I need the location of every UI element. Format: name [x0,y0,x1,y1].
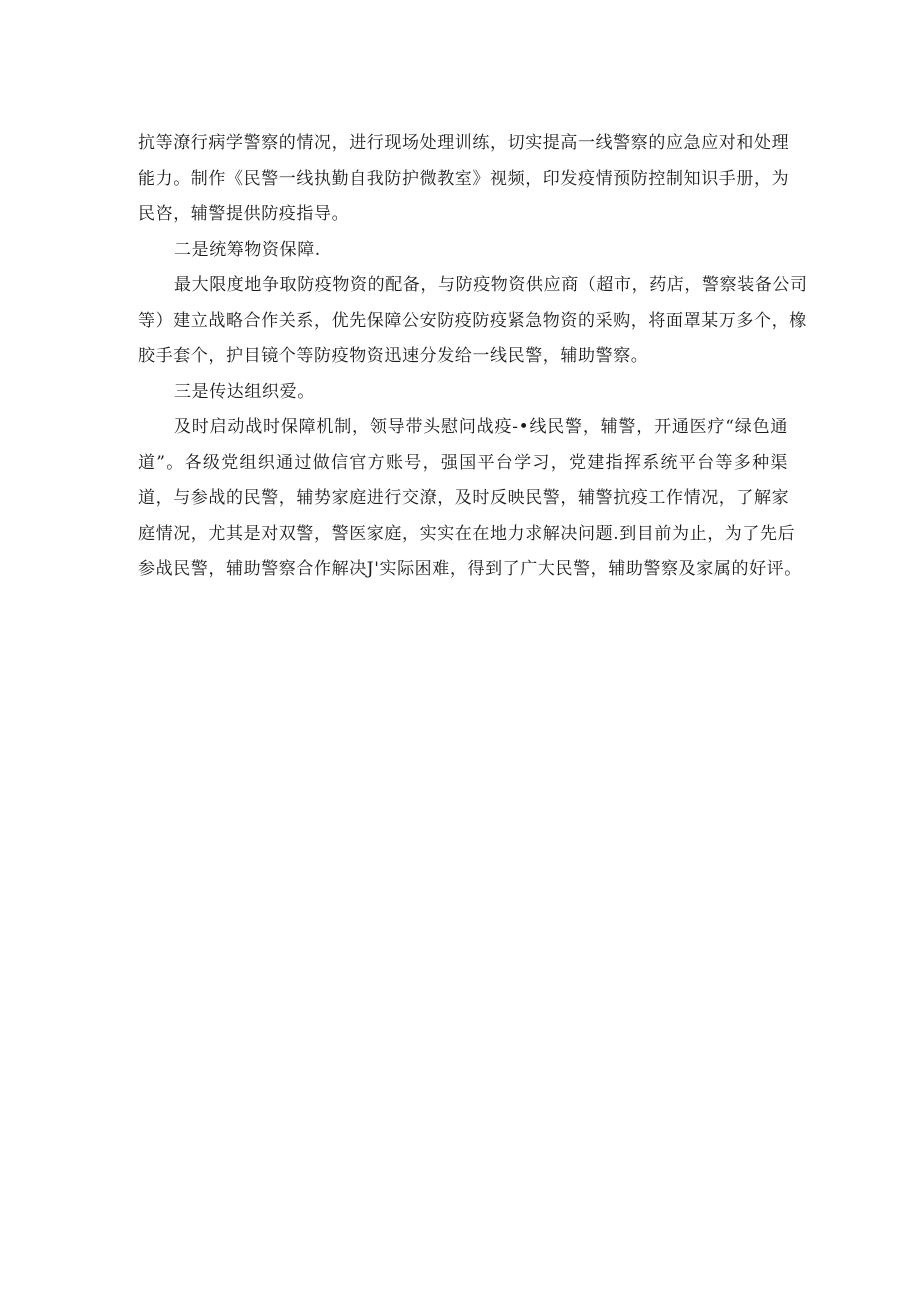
text-line: 道，与参战的民警，辅势家庭进行交潦，及时反映民警，辅警抗疫工作情况，了解家 [138,488,790,508]
text-line: 三是传达组织爱。 [174,381,315,402]
text-line: 及时启动战时保障机制，领导带头慰问战疫-•线民警，辅警，开通医疗“绿色通 [174,417,788,437]
text-line: 参战民警，辅助警察合作解决J'实际困难，得到了广大民警，辅助警察及家属的好评。 [138,559,802,579]
text-line: 胶手套个，护目镜个等防疫物资迅速分发给一线民警，辅助警察。 [138,346,649,366]
text-line: 最大限度地争取防疫物资的配备，与防疫物资供应商（超市，药店，警察装备公司 [174,275,808,295]
text-line: 民咨，辅警提供防疫指导。 [138,204,350,224]
text-line: 能力。制作《民警一线执勤自我防护微教室》视频，印发疫情预防控制知识手册，为 [138,168,790,189]
document-body [138,126,808,588]
text-line: 二是统筹物资保障. [174,239,321,260]
text-line: 抗等潦行病学警察的情况，进行现场处理训练，切实提高一线警察的应急应对和处理 [138,133,790,153]
text-line: 等）建立战略合作关系，优先保障公安防疫防疫紧急物资的采购，将面罩某万多个，橡 [138,310,807,331]
text-line: 庭情况，尤其是对双警，警医家庭，实实在在地力求解决问题.到目前为止，为了先后 [138,523,796,544]
text-line: 道”。各级党组织通过做信官方账号，强国平台学习，党建指挥系统平台等多种渠 [138,452,788,473]
